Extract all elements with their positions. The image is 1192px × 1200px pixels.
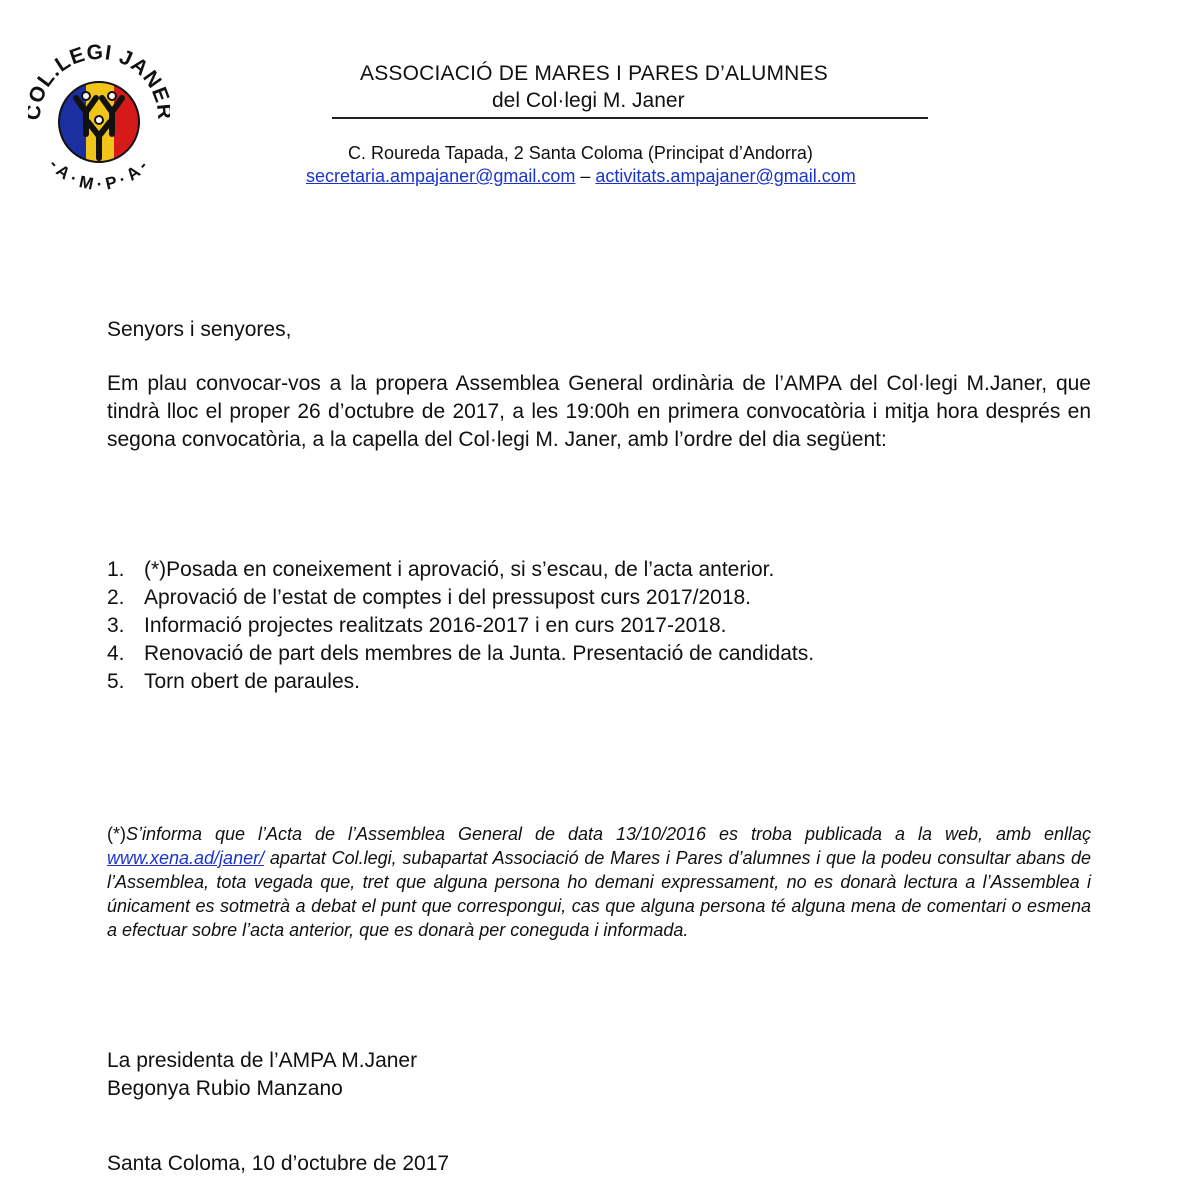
agenda-list xyxy=(107,556,814,696)
secretaria-email-link[interactable]: secretaria.ampajaner@gmail.com xyxy=(306,166,576,186)
ampa-logo xyxy=(28,36,170,190)
email-separator: – xyxy=(575,166,596,186)
association-address: C. Roureda Tapada, 2 Santa Coloma (Principat d’Andorra) xyxy=(348,143,813,163)
footnote-text-part2: apartat Col.legi, subapartat Associació de Mares i Pares d’alumnes i que la podeu consultar abans de l’Assemblea, tota vegada que, tret que alguna persona ho demani expressament, no es donarà lectura a l’Assemblea i únicament es sotmetrà a debat el punt que correspongui, cas que alguna persona té alguna mena de comentari o esmena a efectuar sobre l’acta anterior, que es donarà per coneguda i informada. xyxy=(107,848,1091,940)
agenda-item-number: 2. xyxy=(107,586,125,609)
agenda-item xyxy=(107,584,814,612)
activitats-email-link[interactable]: activitats.ampajaner@gmail.com xyxy=(595,166,856,186)
agenda-item-number: 1. xyxy=(107,558,125,581)
agenda-item-number: 4. xyxy=(107,642,125,665)
agenda-item-text: (*)Posada en coneixement i aprovació, si s’escau, de l’acta anterior. xyxy=(144,558,775,581)
association-subtitle: del Col·legi M. Janer xyxy=(492,89,685,112)
agenda-item-text: Informació projectes realitzats 2016-2017 i en curs 2017-2018. xyxy=(144,614,727,637)
association-title: ASSOCIACIÓ DE MARES I PARES D’ALUMNES xyxy=(360,62,828,85)
logo-bottom-text: -A·M·P·A- xyxy=(45,155,153,190)
signature-name: Begonya Rubio Manzano xyxy=(107,1077,343,1100)
agenda-item-number: 3. xyxy=(107,614,125,637)
agenda-item-number: 5. xyxy=(107,670,125,693)
contact-emails xyxy=(306,166,856,187)
signature-block xyxy=(107,1047,417,1103)
agenda-item xyxy=(107,640,814,668)
agenda-item-text: Aprovació de l’estat de comptes i del pressupost curs 2017/2018. xyxy=(144,586,752,609)
place-and-date: Santa Coloma, 10 d’octubre de 2017 xyxy=(107,1152,450,1175)
signature-role: La presidenta de l’AMPA M.Janer xyxy=(107,1049,418,1072)
footnote-text-part1: S’informa que l’Acta de l’Assemblea General de data 13/10/2016 es troba publicada a la web, amb enllaç xyxy=(126,824,1091,844)
agenda-item xyxy=(107,612,814,640)
agenda-item-text: Renovació de part dels membres de la Junta. Presentació de candidats. xyxy=(144,642,815,665)
ampa-logo-graphic xyxy=(28,36,170,190)
footnote-asterisk: (*) xyxy=(107,824,126,844)
agenda-item-text: Torn obert de paraules. xyxy=(144,670,360,693)
footnote-paragraph xyxy=(107,822,1091,942)
intro-paragraph: Em plau convocar-vos a la propera Assemblea General ordinària de l’AMPA del Col·legi M.Janer, que tindrà lloc el proper 26 d’octubre de 2017, a les 19:00h en primera convocatòria i mitja hora després en segona convocatòria, a la capella del Col·legi M. Janer, amb l’ordre del dia següent: xyxy=(107,372,1091,451)
agenda-item xyxy=(107,668,814,696)
header-divider xyxy=(332,117,928,119)
website-link[interactable]: www.xena.ad/janer/ xyxy=(107,848,265,868)
logo-top-text: L.LEGI JAN xyxy=(33,40,167,94)
salutation: Senyors i senyores, xyxy=(107,318,292,341)
agenda-item xyxy=(107,556,814,584)
